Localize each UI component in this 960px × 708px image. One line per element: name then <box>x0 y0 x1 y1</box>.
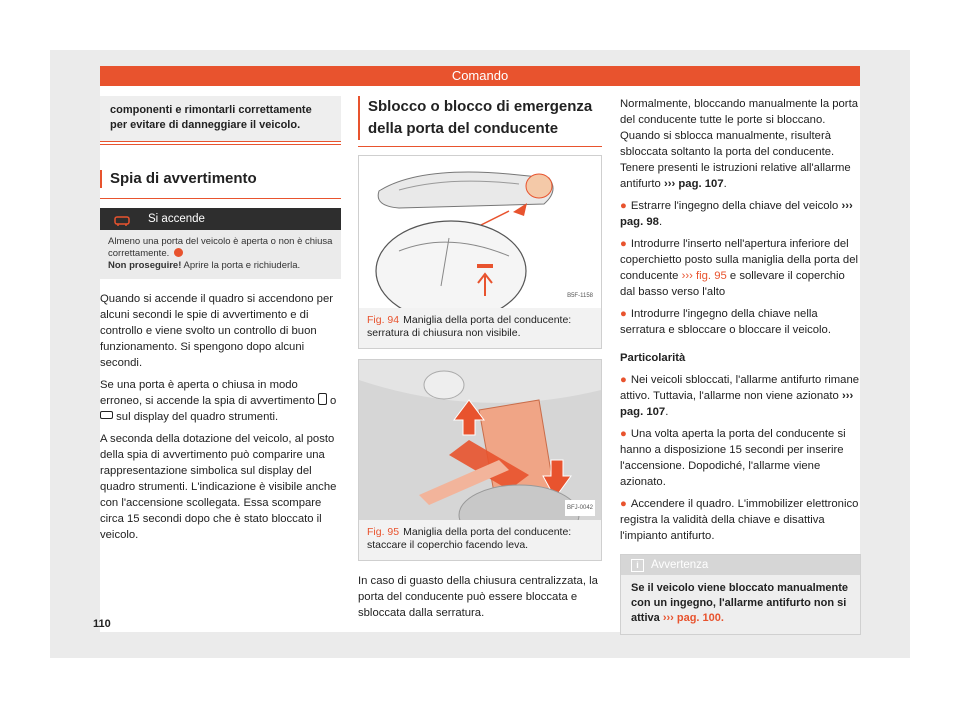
figure-code: B5F-1158 <box>565 288 595 304</box>
bullet-icon: ● <box>620 428 627 440</box>
bullet-icon: ● <box>620 200 627 212</box>
paragraph-text: sul display del quadro strumenti. <box>116 411 279 423</box>
subheading: Particolarità <box>620 352 686 364</box>
page-number: 110 <box>93 618 111 630</box>
list-item-text: Una volta aperta la porta del conducente si hanno a disposizione 15 secondi per inserire l'accensione. Dopodiché, l'allarme viene azionato. <box>620 428 846 488</box>
middle-column <box>358 96 602 627</box>
car-door-icon <box>100 411 113 419</box>
paragraph: Quando si accende il quadro si accendono per alcuni secondi le spie di avvertimento e di controllo e viene svolto un controllo di buon funzionamento. Si spengono dopo alcuni secondi. <box>100 293 333 369</box>
divider <box>100 198 341 199</box>
stop-warning-text: Aprire la porta e richiuderla. <box>181 260 301 271</box>
paragraph-text: o <box>330 395 337 407</box>
paragraph: In caso di guasto della chiusura centralizzata, la porta del conducente può essere bloccata e sbloccata dalla serratura. <box>358 575 598 619</box>
list-item: ● Estrarre l'ingegno della chiave del veicolo ››› pag. 98. <box>620 200 853 228</box>
bullet-icon: ● <box>620 308 627 320</box>
list-item <box>620 426 861 490</box>
figure-94-image <box>359 156 601 308</box>
door-warning-icon <box>114 213 130 224</box>
figure-label: Fig. 94 <box>367 314 400 326</box>
paragraph-text: Se una porta è aperta o chiusa in modo erroneo, si accende la spia di avvertimento <box>100 379 315 407</box>
figure-95 <box>358 359 602 561</box>
list-item-text: Accendere il quadro. L'immobilizer elettronico registra la validità della chiave e disattiva l'impianto antifurto. <box>620 498 859 542</box>
figure-reference-link[interactable]: ››› fig. 95 <box>681 270 727 282</box>
paragraph <box>100 377 341 425</box>
page-reference-link[interactable]: ››› pag. 107 <box>663 178 724 190</box>
caption-text: Maniglia della porta del conducente: serratura di chiusura non visibile. <box>367 314 572 339</box>
page-reference-link[interactable]: ››› pag. 107 <box>620 390 854 418</box>
bullet-icon: ● <box>620 238 627 250</box>
right-column <box>620 96 861 635</box>
list-item-text: e sollevare il coperchio dal basso verso l'alto <box>620 270 845 298</box>
list-item <box>620 496 861 544</box>
list-item: ● Nei veicoli sbloccati, l'allarme antifurto rimane attivo. Tuttavia, l'allarme non viene azionato ››› pag. 107. <box>620 374 860 418</box>
bullet-icon: ● <box>620 498 627 510</box>
left-column <box>100 96 341 549</box>
tell-tale-text: Almeno una porta del veicolo è aperta o non è chiusa correttamente. <box>108 236 333 259</box>
warning-text: componenti e rimontarli correttamente per evitare di danneggiare il veicolo. <box>110 104 312 131</box>
page-header: Comando <box>100 66 860 86</box>
lever-cover-illustration <box>359 360 601 520</box>
figure-95-caption <box>359 520 601 560</box>
warning-continuation-box <box>100 96 341 142</box>
door-open-icon <box>318 393 327 405</box>
stop-warning-bold: Non proseguire! <box>108 260 182 271</box>
caption-text: Maniglia della porta del conducente: staccare il coperchio facendo leva. <box>367 526 572 551</box>
note-header <box>621 555 860 575</box>
figure-94 <box>358 155 602 349</box>
list-item <box>620 236 861 300</box>
figure-label: Fig. 95 <box>367 526 400 538</box>
section-heading-spia: Spia di avvertimento <box>100 170 341 188</box>
divider <box>100 144 341 145</box>
tell-tale-header <box>100 208 341 230</box>
info-icon: i <box>631 559 644 572</box>
list-item-text: Introdurre l'inserto nell'apertura inferiore del coperchietto posto sulla maniglia della porta del conducente <box>620 238 859 282</box>
paragraph-text: Normalmente, bloccando manualmente la porta del conducente tutte le porte si bloccano. Quando si sblocca manualmente, risulterà sbloccata soltanto la porta del conducente. Tenere presenti le istruzioni relative all'allarme antifurto <box>620 98 858 190</box>
divider <box>358 146 602 147</box>
note-box <box>620 554 861 635</box>
note-title: Avvertenza <box>651 559 709 571</box>
list-item-text: Nei veicoli sbloccati, l'allarme antifurto rimane attivo. Tuttavia, l'allarme non viene azionato <box>620 374 860 402</box>
figure-code: BFJ-0042 <box>565 500 595 516</box>
page-reference-link[interactable]: ››› pag. 100. <box>662 612 724 624</box>
section-heading-sblocco: Sblocco o blocco di emergenza della porta del conducente <box>358 96 602 140</box>
paragraph: Normalmente, bloccando manualmente la porta del conducente tutte le porte si bloccano. Quando si sblocca manualmente, risulterà sbloccata soltanto la porta del conducente. Tenere presenti le istruzioni relative all'allarme antifurto ››› pag. 107. <box>620 98 858 190</box>
list-item-text: Introdurre l'ingegno della chiave nella serratura e sbloccare o bloccare il veicolo. <box>620 308 831 336</box>
tell-tale-body <box>100 230 341 279</box>
paragraph: A seconda della dotazione del veicolo, al posto della spia di avvertimento può comparire una rappresentazione simbolica sul display del quadro strumenti. L'indicazione è visibile anche con l'accensione scollegata. Essa scompare circa 15 secondi dopo che è stato bloccato il veicolo. <box>100 433 337 541</box>
list-item-text: Estrarre l'ingegno della chiave del veicolo <box>630 200 839 212</box>
figure-94-caption <box>359 308 601 348</box>
list-item <box>620 306 861 338</box>
page-reference-link[interactable]: ››› pag. 98 <box>620 200 853 228</box>
stop-icon <box>174 248 183 257</box>
tell-tale-title: Si accende <box>148 213 205 225</box>
note-text: Se il veicolo viene bloccato manualmente con un ingegno, l'allarme antifurto non si attiva <box>631 582 849 624</box>
bullet-icon: ● <box>620 374 627 386</box>
figure-95-image <box>359 360 601 520</box>
note-body <box>621 575 860 634</box>
door-handle-illustration <box>359 156 601 308</box>
